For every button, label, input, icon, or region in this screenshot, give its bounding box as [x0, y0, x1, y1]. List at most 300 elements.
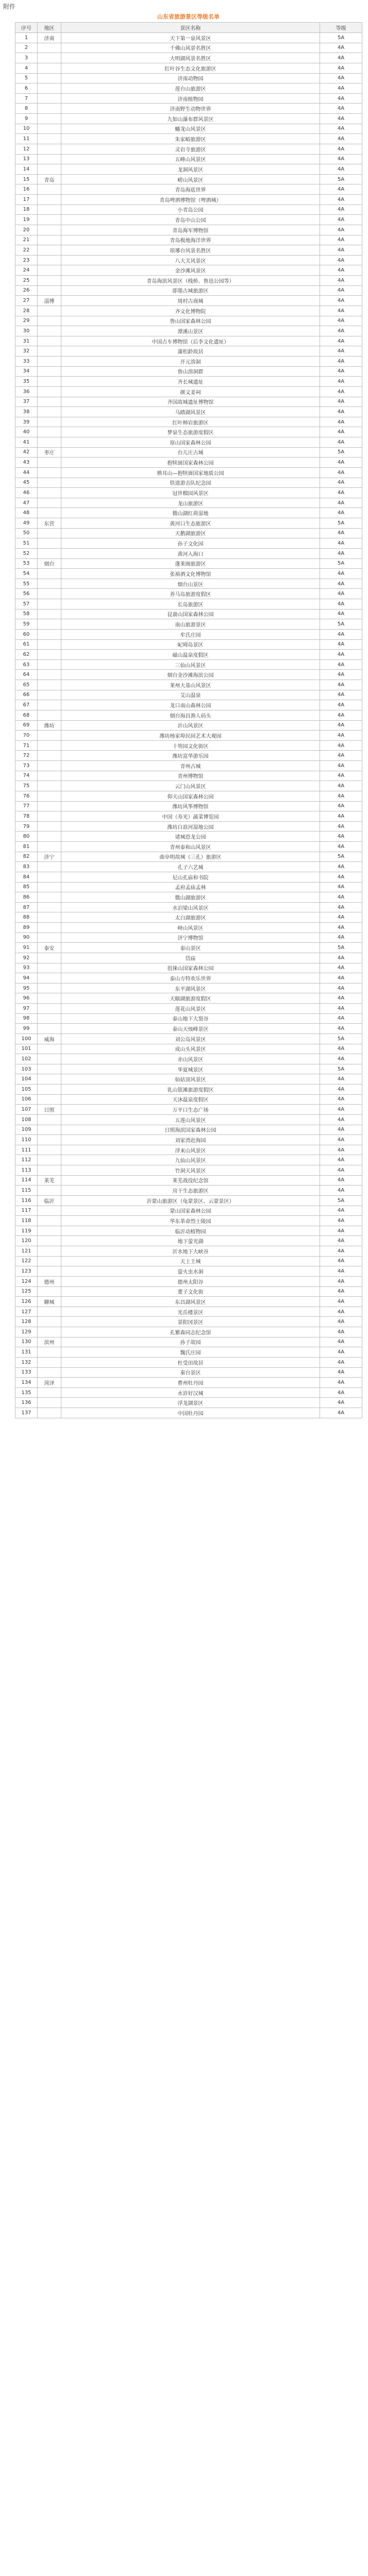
cell-grade: 5A: [320, 1033, 362, 1044]
cell-city: 滨州: [38, 1337, 61, 1347]
cell-city: [38, 1256, 61, 1266]
cell-grade: 4A: [320, 1317, 362, 1327]
cell-grade: 4A: [320, 569, 362, 579]
cell-grade: 4A: [320, 346, 362, 357]
cell-name: 青岛海滨风景区（栈桥、鲁迅公园等）: [61, 276, 320, 286]
cell-city: [38, 842, 61, 852]
cell-name: 天下第一泉风景区: [61, 33, 320, 43]
cell-name: 岱庙: [61, 953, 320, 963]
cell-seq: 99: [15, 1024, 38, 1034]
cell-name: 琅琊台风景名胜区: [61, 245, 320, 256]
cell-grade: 4A: [320, 1206, 362, 1216]
cell-name: 曹州牡丹园: [61, 1378, 320, 1388]
cell-name: 蓬莱阁旅游区: [61, 558, 320, 569]
cell-name: 赤山风景区: [61, 1054, 320, 1064]
table-row: [15, 1297, 362, 1307]
table-row: [15, 720, 362, 731]
cell-seq: 97: [15, 1004, 38, 1014]
table-row: [15, 1074, 362, 1084]
cell-grade: 4A: [320, 1094, 362, 1105]
cell-city: 日照: [38, 1105, 61, 1115]
cell-seq: 127: [15, 1307, 38, 1317]
cell-seq: 6: [15, 83, 38, 94]
cell-grade: 5A: [320, 174, 362, 184]
cell-grade: 4A: [320, 1084, 362, 1095]
cell-city: 菏泽: [38, 1378, 61, 1388]
table-row: [15, 1125, 362, 1135]
cell-city: [38, 164, 61, 175]
cell-grade: 4A: [320, 1074, 362, 1084]
table-row: [15, 316, 362, 326]
cell-grade: 4A: [320, 548, 362, 558]
cell-city: [38, 882, 61, 892]
cell-seq: 132: [15, 1357, 38, 1367]
table-row: [15, 1064, 362, 1074]
cell-seq: 82: [15, 852, 38, 862]
cell-seq: 65: [15, 680, 38, 690]
cell-seq: 2: [15, 43, 38, 53]
cell-grade: 5A: [320, 1195, 362, 1206]
cell-grade: 4A: [320, 821, 362, 832]
cell-seq: 117: [15, 1206, 38, 1216]
cell-city: [38, 1114, 61, 1125]
table-row: [15, 1094, 362, 1105]
cell-seq: 114: [15, 1175, 38, 1185]
cell-city: 烟台: [38, 558, 61, 569]
cell-seq: 31: [15, 336, 38, 346]
cell-city: [38, 316, 61, 326]
table-row: [15, 235, 362, 245]
cell-grade: 4A: [320, 1256, 362, 1266]
cell-city: [38, 83, 61, 94]
cell-seq: 33: [15, 357, 38, 367]
table-row: [15, 326, 362, 336]
cell-city: [38, 124, 61, 134]
cell-seq: 40: [15, 427, 38, 437]
cell-grade: 4A: [320, 83, 362, 94]
cell-seq: 81: [15, 842, 38, 852]
table-body: [15, 33, 362, 1418]
table-row: [15, 963, 362, 973]
cell-city: [38, 1084, 61, 1095]
cell-seq: 29: [15, 316, 38, 326]
cell-city: [38, 731, 61, 741]
header-grade: 等级: [320, 23, 362, 33]
cell-city: [38, 892, 61, 903]
cell-grade: 4A: [320, 599, 362, 609]
cell-grade: 4A: [320, 538, 362, 549]
cell-name: 马踏湖风景区: [61, 407, 320, 417]
cell-city: 东营: [38, 518, 61, 529]
cell-name: 长岛旅游区: [61, 599, 320, 609]
cell-city: [38, 1004, 61, 1014]
cell-city: [38, 599, 61, 609]
table-row: [15, 832, 362, 842]
cell-seq: 89: [15, 923, 38, 933]
cell-city: [38, 690, 61, 700]
cell-seq: 4: [15, 63, 38, 73]
table-row: [15, 215, 362, 225]
cell-grade: 4A: [320, 457, 362, 468]
cell-seq: 45: [15, 478, 38, 488]
cell-name: 蟠龙山风景区: [61, 124, 320, 134]
cell-grade: 4A: [320, 195, 362, 205]
cell-city: [38, 417, 61, 427]
attachment-label: 附件: [3, 3, 16, 10]
cell-city: [38, 93, 61, 104]
cell-grade: 4A: [320, 1367, 362, 1378]
cell-grade: 4A: [320, 437, 362, 448]
table-row: [15, 1145, 362, 1155]
table-row: [15, 558, 362, 569]
table-row: [15, 467, 362, 478]
cell-city: [38, 953, 61, 963]
cell-city: [38, 134, 61, 144]
cell-grade: 4A: [320, 417, 362, 427]
cell-grade: 4A: [320, 973, 362, 984]
cell-grade: 4A: [320, 872, 362, 882]
cell-seq: 64: [15, 670, 38, 680]
cell-city: [38, 912, 61, 923]
cell-grade: 4A: [320, 700, 362, 710]
cell-city: [38, 1135, 61, 1145]
cell-name: 蒙山国家森林公园: [61, 1206, 320, 1216]
cell-city: [38, 498, 61, 508]
cell-city: [38, 114, 61, 124]
cell-name: 九如山瀑布群风景区: [61, 114, 320, 124]
cell-seq: 105: [15, 1084, 38, 1095]
cell-city: [38, 579, 61, 589]
cell-city: [38, 43, 61, 53]
cell-city: [38, 1367, 61, 1378]
cell-seq: 70: [15, 731, 38, 741]
cell-city: [38, 205, 61, 215]
table-row: [15, 73, 362, 83]
cell-grade: 4A: [320, 862, 362, 872]
table-row: [15, 346, 362, 357]
cell-seq: 19: [15, 215, 38, 225]
cell-city: [38, 528, 61, 538]
cell-name: 潍坊杨家埠民间艺术大观园: [61, 731, 320, 741]
cell-grade: 4A: [320, 1114, 362, 1125]
table-row: [15, 710, 362, 720]
cell-grade: 4A: [320, 154, 362, 164]
cell-name: 即墨古城旅游区: [61, 285, 320, 296]
cell-seq: 10: [15, 124, 38, 134]
cell-grade: 4A: [320, 882, 362, 892]
cell-seq: 24: [15, 265, 38, 276]
table-row: [15, 1195, 362, 1206]
cell-seq: 56: [15, 589, 38, 599]
cell-city: [38, 963, 61, 973]
cell-name: 青岛极地海洋世界: [61, 235, 320, 245]
cell-city: 淄博: [38, 296, 61, 306]
cell-city: [38, 467, 61, 478]
cell-grade: 4A: [320, 1387, 362, 1398]
cell-city: [38, 154, 61, 164]
cell-seq: 52: [15, 548, 38, 558]
cell-name: 台儿庄古城: [61, 447, 320, 457]
table-row: [15, 548, 362, 558]
cell-grade: 4A: [320, 1044, 362, 1054]
cell-grade: 4A: [320, 953, 362, 963]
cell-city: [38, 184, 61, 195]
cell-name: 周村古商城: [61, 296, 320, 306]
cell-grade: 4A: [320, 912, 362, 923]
cell-name: 红叶谷生态文化旅游区: [61, 63, 320, 73]
cell-grade: 4A: [320, 1155, 362, 1165]
cell-grade: 4A: [320, 1024, 362, 1034]
cell-seq: 120: [15, 1236, 38, 1246]
table-row: [15, 255, 362, 265]
cell-name: 微山湖旅游区: [61, 892, 320, 903]
cell-seq: 46: [15, 488, 38, 498]
cell-grade: 4A: [320, 1327, 362, 1337]
cell-seq: 47: [15, 498, 38, 508]
cell-city: [38, 902, 61, 912]
table-row: [15, 700, 362, 710]
cell-grade: 4A: [320, 801, 362, 811]
cell-seq: 30: [15, 326, 38, 336]
cell-seq: 61: [15, 639, 38, 650]
table-row: [15, 366, 362, 377]
cell-name: 黄河口生态旅游区: [61, 518, 320, 529]
table-row: [15, 498, 362, 508]
cell-seq: 85: [15, 882, 38, 892]
cell-city: [38, 791, 61, 801]
table-row: [15, 569, 362, 579]
cell-name: 天颐湖旅游度假区: [61, 993, 320, 1004]
cell-name: 三仙山风景区: [61, 659, 320, 670]
cell-name: 黄河入海口: [61, 548, 320, 558]
cell-name: 中国古车博物馆（后李文化遗址）: [61, 336, 320, 346]
cell-grade: 4A: [320, 397, 362, 407]
cell-city: [38, 639, 61, 650]
cell-name: 竹洞天风景区: [61, 1165, 320, 1176]
cell-grade: 4A: [320, 720, 362, 731]
table-row: [15, 973, 362, 984]
cell-city: [38, 1145, 61, 1155]
cell-name: 莲台山旅游区: [61, 83, 320, 94]
table-row: [15, 1216, 362, 1226]
table-row: [15, 518, 362, 529]
cell-seq: 66: [15, 690, 38, 700]
cell-seq: 7: [15, 93, 38, 104]
cell-seq: 108: [15, 1114, 38, 1125]
cell-name: 中国牡丹园: [61, 1408, 320, 1418]
cell-seq: 98: [15, 1013, 38, 1024]
cell-grade: 4A: [320, 1135, 362, 1145]
table-row: [15, 336, 362, 346]
table-row: [15, 629, 362, 639]
table-row: [15, 1175, 362, 1185]
cell-grade: 4A: [320, 1347, 362, 1358]
cell-name: 泰山方特欢乐世界: [61, 973, 320, 984]
cell-name: 孟府孟庙孟林: [61, 882, 320, 892]
table-row: [15, 488, 362, 498]
table-row: [15, 164, 362, 175]
cell-grade: 4A: [320, 1357, 362, 1367]
cell-seq: 118: [15, 1216, 38, 1226]
cell-name: 乳山银滩旅游度假区: [61, 1084, 320, 1095]
table-row: [15, 397, 362, 407]
cell-grade: 4A: [320, 235, 362, 245]
cell-city: [38, 346, 61, 357]
cell-grade: 4A: [320, 498, 362, 508]
cell-seq: 110: [15, 1135, 38, 1145]
cell-name: 潍坊白浪河湿地公园: [61, 821, 320, 832]
table-row: [15, 508, 362, 518]
cell-seq: 94: [15, 973, 38, 984]
cell-city: [38, 1054, 61, 1064]
cell-seq: 72: [15, 751, 38, 761]
cell-name: 泰山地下大裂谷: [61, 1013, 320, 1024]
cell-grade: 4A: [320, 629, 362, 639]
cell-grade: 4A: [320, 710, 362, 720]
cell-name: 光岳楼景区: [61, 1307, 320, 1317]
cell-city: [38, 973, 61, 984]
cell-city: [38, 933, 61, 943]
cell-name: 天鹅湖旅游区: [61, 528, 320, 538]
table-row: [15, 599, 362, 609]
table-row: [15, 1084, 362, 1095]
cell-name: 熊耳山—抱犊崮国家地质公园: [61, 467, 320, 478]
table-row: [15, 589, 362, 599]
cell-name: 青州博物馆: [61, 771, 320, 781]
cell-seq: 17: [15, 195, 38, 205]
table-row: [15, 377, 362, 387]
table-row: [15, 437, 362, 448]
table-row: [15, 33, 362, 43]
cell-city: [38, 1185, 61, 1196]
cell-seq: 129: [15, 1327, 38, 1337]
table-row: [15, 1135, 362, 1145]
cell-seq: 26: [15, 285, 38, 296]
cell-city: [38, 1398, 61, 1408]
cell-grade: 4A: [320, 771, 362, 781]
cell-city: 聊城: [38, 1297, 61, 1307]
table-row: [15, 862, 362, 872]
table-row: [15, 852, 362, 862]
cell-seq: 123: [15, 1266, 38, 1277]
table-row: [15, 144, 362, 154]
cell-seq: 122: [15, 1256, 38, 1266]
cell-seq: 101: [15, 1044, 38, 1054]
cell-city: [38, 478, 61, 488]
cell-seq: 60: [15, 629, 38, 639]
cell-grade: 4A: [320, 104, 362, 114]
cell-name: 红叶柿岩旅游区: [61, 417, 320, 427]
cell-city: [38, 1307, 61, 1317]
cell-city: [38, 457, 61, 468]
cell-seq: 1: [15, 33, 38, 43]
cell-seq: 34: [15, 366, 38, 377]
table-row: [15, 1276, 362, 1286]
cell-grade: 4A: [320, 508, 362, 518]
cell-name: 艾山温泉: [61, 690, 320, 700]
cell-name: 峄山风景区: [61, 923, 320, 933]
cell-city: [38, 1094, 61, 1105]
cell-city: [38, 508, 61, 518]
cell-city: 潍坊: [38, 720, 61, 731]
cell-seq: 75: [15, 781, 38, 791]
table-row: [15, 1408, 362, 1418]
cell-city: [38, 751, 61, 761]
cell-name: 梦泉生态旅游度假区: [61, 427, 320, 437]
cell-grade: 4A: [320, 296, 362, 306]
cell-seq: 15: [15, 174, 38, 184]
cell-grade: 4A: [320, 377, 362, 387]
cell-grade: 4A: [320, 993, 362, 1004]
cell-name: 潍坊富华游乐园: [61, 751, 320, 761]
table-row: [15, 205, 362, 215]
cell-grade: 4A: [320, 902, 362, 912]
cell-name: 济南植物园: [61, 93, 320, 104]
table-row: [15, 1337, 362, 1347]
cell-grade: 4A: [320, 1054, 362, 1064]
cell-seq: 131: [15, 1347, 38, 1358]
cell-city: [38, 609, 61, 619]
table-row: [15, 1024, 362, 1034]
cell-grade: 4A: [320, 1185, 362, 1196]
table-row: [15, 1357, 362, 1367]
cell-grade: 4A: [320, 205, 362, 215]
cell-name: 秦台景区: [61, 1367, 320, 1378]
cell-name: 养马岛旅游度假区: [61, 589, 320, 599]
cell-city: [38, 710, 61, 720]
cell-city: [38, 1044, 61, 1054]
cell-name: 浮来山风景区: [61, 1145, 320, 1155]
cell-seq: 36: [15, 386, 38, 397]
cell-grade: 4A: [320, 1246, 362, 1257]
cell-name: 孔子六艺城: [61, 862, 320, 872]
cell-city: [38, 629, 61, 639]
cell-name: 济南野生动物世界: [61, 104, 320, 114]
cell-seq: 71: [15, 740, 38, 751]
table-row: [15, 1105, 362, 1115]
cell-grade: 4A: [320, 650, 362, 660]
cell-grade: 4A: [320, 1337, 362, 1347]
cell-name: 成山头风景区: [61, 1044, 320, 1054]
table-row: [15, 245, 362, 256]
table-row: [15, 53, 362, 63]
cell-name: 青岛中山公园: [61, 215, 320, 225]
cell-grade: 4A: [320, 832, 362, 842]
cell-seq: 62: [15, 650, 38, 660]
cell-name: 云门山风景区: [61, 781, 320, 791]
table-row: [15, 751, 362, 761]
table-row: [15, 801, 362, 811]
cell-seq: 48: [15, 508, 38, 518]
cell-seq: 95: [15, 983, 38, 993]
cell-seq: 77: [15, 801, 38, 811]
table-row: [15, 478, 362, 488]
cell-grade: 4A: [320, 285, 362, 296]
cell-name: 日照海滨国家森林公园: [61, 1125, 320, 1135]
cell-name: 齐长城遗址: [61, 377, 320, 387]
table-row: [15, 811, 362, 822]
cell-name: 抱犊崮国家森林公园: [61, 457, 320, 468]
cell-seq: 104: [15, 1074, 38, 1084]
cell-name: 开元溶洞: [61, 357, 320, 367]
cell-grade: 4A: [320, 124, 362, 134]
cell-grade: 4A: [320, 1175, 362, 1185]
cell-name: 沂蒙山旅游区（龟蒙景区、云蒙景区）: [61, 1195, 320, 1206]
cell-name: 刘公岛风景区: [61, 1033, 320, 1044]
cell-grade: 4A: [320, 983, 362, 993]
cell-name: 仙姑顶风景区: [61, 1074, 320, 1084]
table-row: [15, 83, 362, 94]
